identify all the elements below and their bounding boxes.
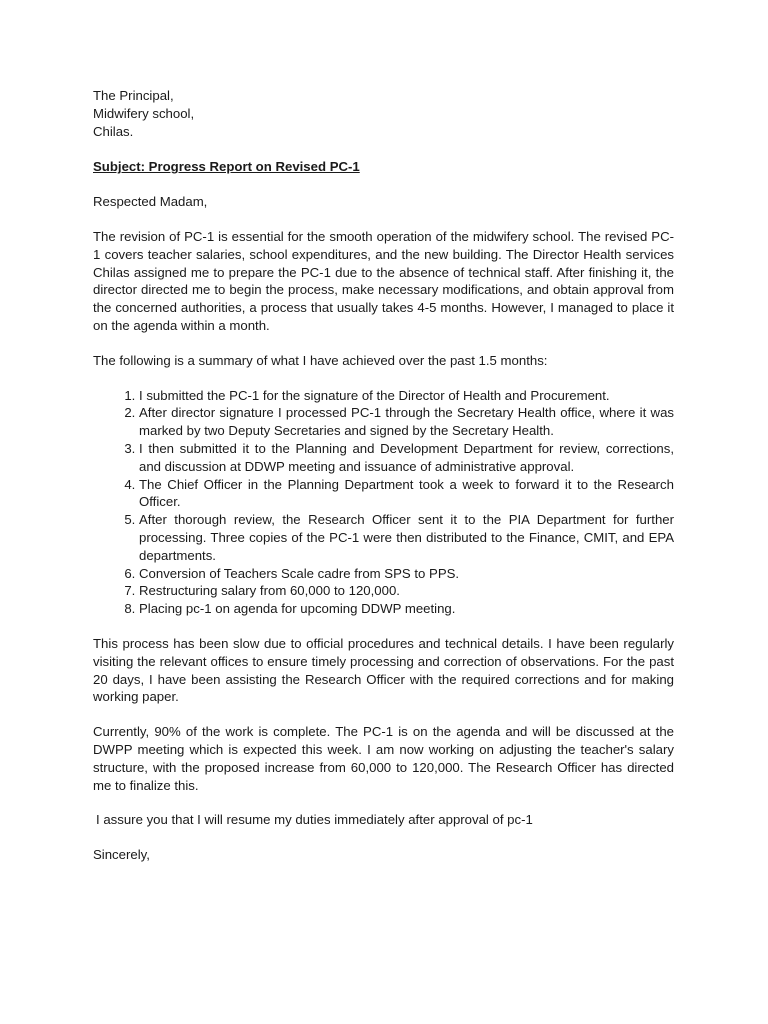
assurance-line: I assure you that I will resume my duties immediately after approval of pc-1 [96, 812, 533, 828]
achievements-list [93, 387, 674, 618]
summary-intro: The following is a summary of what I have achieved over the past 1.5 months: [93, 352, 548, 368]
intro-paragraph: The revision of PC-1 is essential for the smooth operation of the midwifery school. The revised PC-1 covers teacher salaries, school expenditures, and the new building. The Director Health services Chilas assigned me to prepare the PC-1 due to the absence of technical staff. After finishing it, the director directed me to begin the process, make necessary modifications, and obtain approval from the concerned authorities, a process that usually takes 4-5 months. However, I managed to place it on the agenda within a month. [93, 228, 674, 333]
list-item: 7. Restructuring salary from 60,000 to 120,000. [139, 582, 674, 600]
status-paragraph: Currently, 90% of the work is complete. The PC-1 is on the agenda and will be discussed at the DWPP meeting which is expected this week. I am now working on adjusting the teacher's salary structure, with the proposed increase from 60,000 to 120,000. The Research Officer has directed me to finalize this. [93, 724, 674, 793]
process-paragraph: This process has been slow due to official procedures and technical details. I have been regularly visiting the relevant offices to ensure timely processing and correction of observations. For the past 20 days, I have been assisting the Research Officer with the required corrections and for making working paper. [93, 635, 674, 705]
salutation: Respected Madam, [93, 194, 208, 210]
list-item: 1. I submitted the PC-1 for the signature of the Director of Health and Procurement. [139, 387, 674, 405]
list-item: 6. Conversion of Teachers Scale cadre from SPS to PPS. [139, 565, 674, 583]
address-line-city: Chilas. [93, 123, 134, 139]
closing-line: Sincerely, [93, 847, 150, 863]
list-item: 3. I then submitted it to the Planning and Development Department for review, corrections, and discussion at DDWP meeting and issuance of administrative approval. [139, 440, 674, 476]
address-line-school: Midwifery school, [93, 105, 195, 121]
list-item: 4. The Chief Officer in the Planning Department took a week to forward it to the Research Officer. [139, 476, 674, 512]
list-item: 2. After director signature I processed PC-1 through the Secretary Health office, where it was marked by two Deputy Secretaries and signed by the Secretary Health. [139, 404, 674, 440]
list-item: 8. Placing pc-1 on agenda for upcoming DDWP meeting. [139, 600, 674, 618]
subject-line: Subject: Progress Report on Revised PC-1 [93, 159, 360, 175]
list-item: 5. After thorough review, the Research Officer sent it to the PIA Department for further processing. Three copies of the PC-1 were then distributed to the Finance, CMIT, and EPA departments. [139, 511, 674, 564]
letter-page [93, 87, 674, 864]
recipient-address [93, 87, 674, 140]
address-line-principal: The Principal, [93, 88, 174, 103]
